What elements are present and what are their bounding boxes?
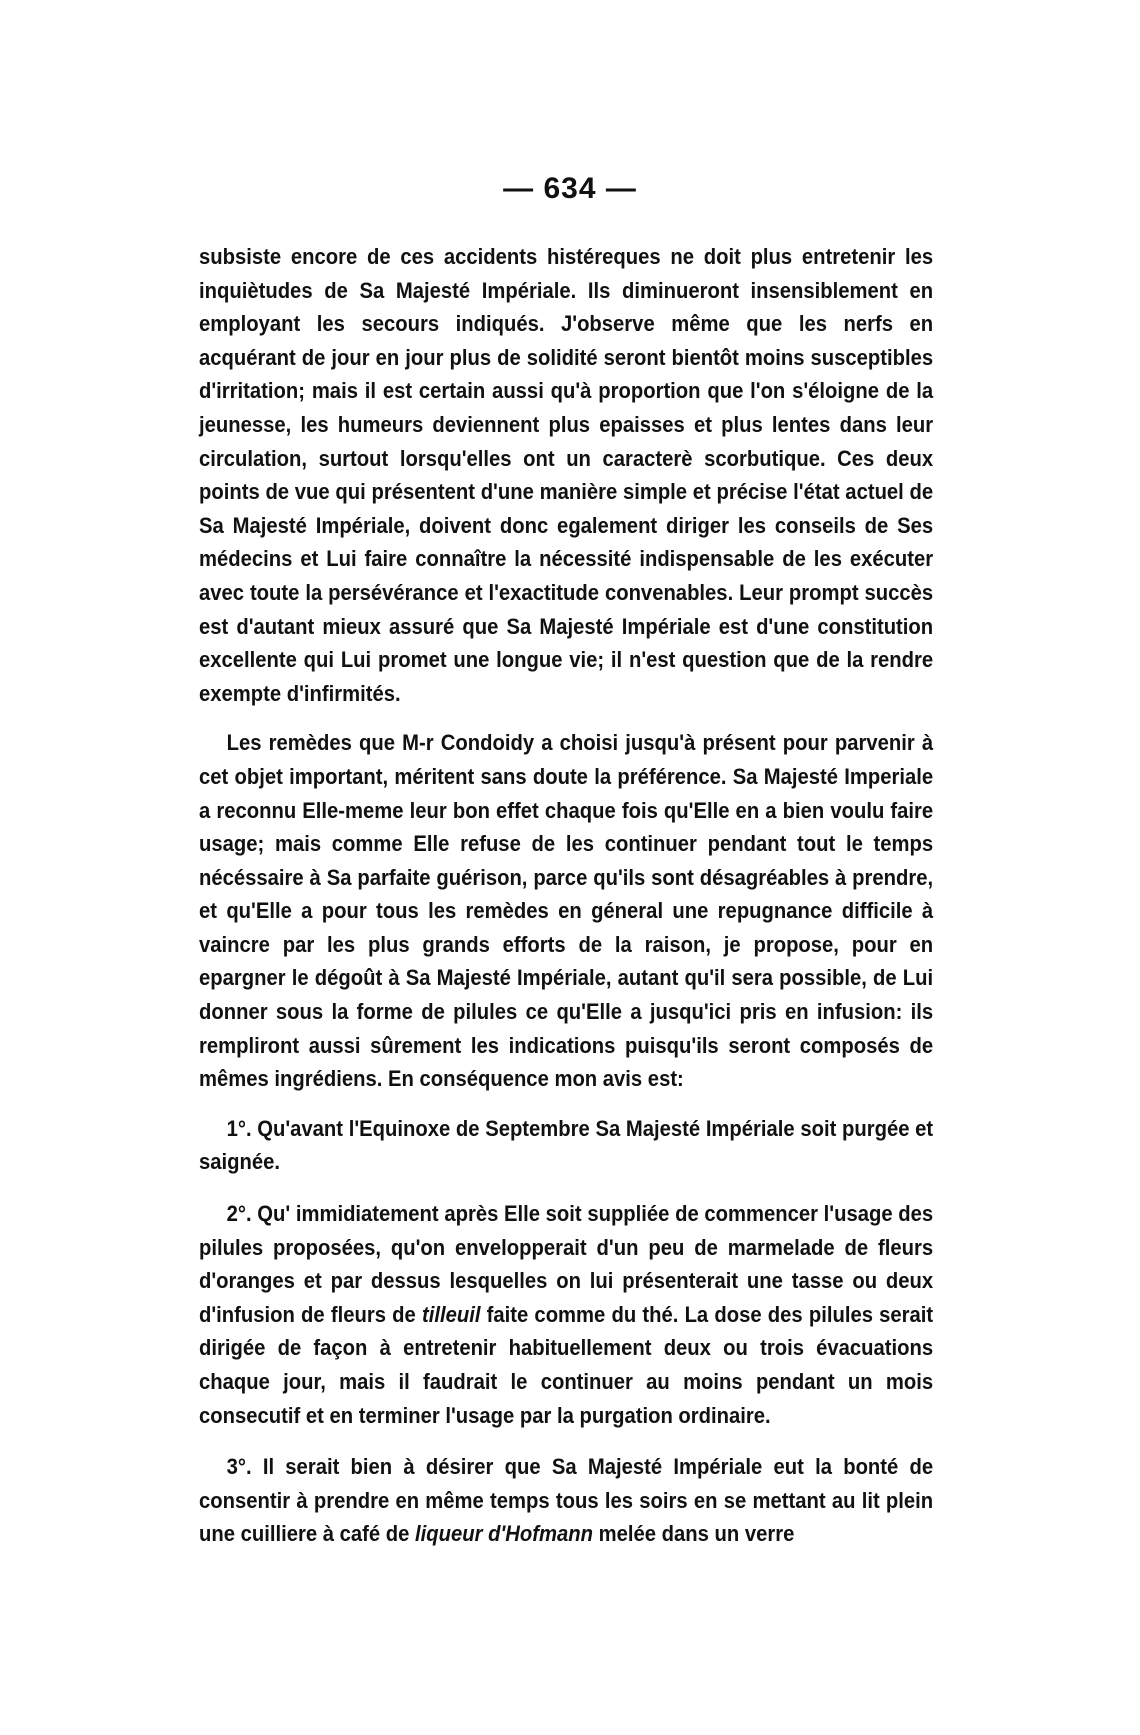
body-text	[199, 240, 933, 1569]
list-item-2-text-a: 2°. Qu' immidiatement après Elle soit suppliée de commencer l'usage des pilules proposées, qu'on envelopperait d'un peu de marmelade de fleurs d'oranges et par dessus lesquelles on lui présenterait une tasse ou deux d'infusion de fleurs de	[199, 1201, 934, 1327]
list-item-2-text-b: faite comme du thé. La dose des pilules serait dirigée de façon à entretenir habituellement deux ou trois évacuations chaque jour, mais il faudrait le continuer au moins pendant un mois consecutif et en terminer l'usage par la purgation ordinaire.	[199, 1301, 934, 1428]
list-item-2-italic: tilleuil	[421, 1301, 481, 1327]
page-number: — 634 —	[503, 172, 637, 205]
paragraph-1: subsiste encore de ces accidents histéreques ne doit plus entretenir les inquiètudes de Sa Majesté Impériale. Ils diminueront insensiblement en employant les secours indiqués. J'observe même que les nerfs en acquérant de jour en jour plus de solidité seront bientôt moins susceptibles d'irritation; mais il est certain aussi qu'à proportion que l'on s'éloigne de la jeunesse, les humeurs deviennent plus epaisses et plus lentes dans leur circulation, surtout lorsqu'elles ont un caracterè scorbutique. Ces deux points de vue qui présentent d'une manière simple et précise l'état actuel de Sa Majesté Impériale, doivent donc egalement diriger les conseils de Ses médecins et Lui faire connaître la nécessité indispensable de les exécuter avec toute la persévérance et l'exactitude convenables. Leur prompt succès est d'autant mieux assuré que Sa Majesté Impériale est d'une constitution excellente qui Lui promet une longue vie; il n'est question que de la rendre exempte d'infirmités.	[199, 244, 934, 706]
list-item-3-text-a: 3°. Il serait bien à désirer que Sa Majesté Impériale eut la bonté de consentir à prendre en même temps tous les soirs en se mettant au lit plein une cuilliere à café de	[199, 1454, 934, 1547]
list-item-3-text-b: melée dans un verre	[592, 1521, 795, 1547]
paragraph-2: Les remèdes que M-r Condoidy a choisi jusqu'à présent pour parvenir à cet objet important, méritent sans doute la préférence. Sa Majesté Imperiale a reconnu Elle-meme leur bon effet chaque fois qu'Elle en a bien voulu faire usage; mais comme Elle refuse de les continuer pendant tout le temps nécéssaire à Sa parfaite guérison, parce qu'ils sont désagréables à prendre, et qu'Elle a pour tous les remèdes en géneral une repugnance difficile à vaincre par les plus grands efforts de la raison, je propose, pour en epargner le dégoût à Sa Majesté Impériale, autant qu'il sera possible, de Lui donner sous la forme de pilules ce qu'Elle a jusqu'ici pris en infusion: ils rempliront aussi sûrement les indications puisqu'ils seront composés de mêmes ingrédiens. En conséquence mon avis est:	[199, 730, 934, 1092]
list-item-2	[199, 1197, 933, 1432]
list-item-1: 1°. Qu'avant l'Equinoxe de Septembre Sa Majesté Impériale soit purgée et saignée.	[199, 1115, 934, 1175]
list-item-3	[199, 1450, 933, 1551]
list-item-3-italic: liqueur d'Hofmann	[414, 1521, 593, 1547]
